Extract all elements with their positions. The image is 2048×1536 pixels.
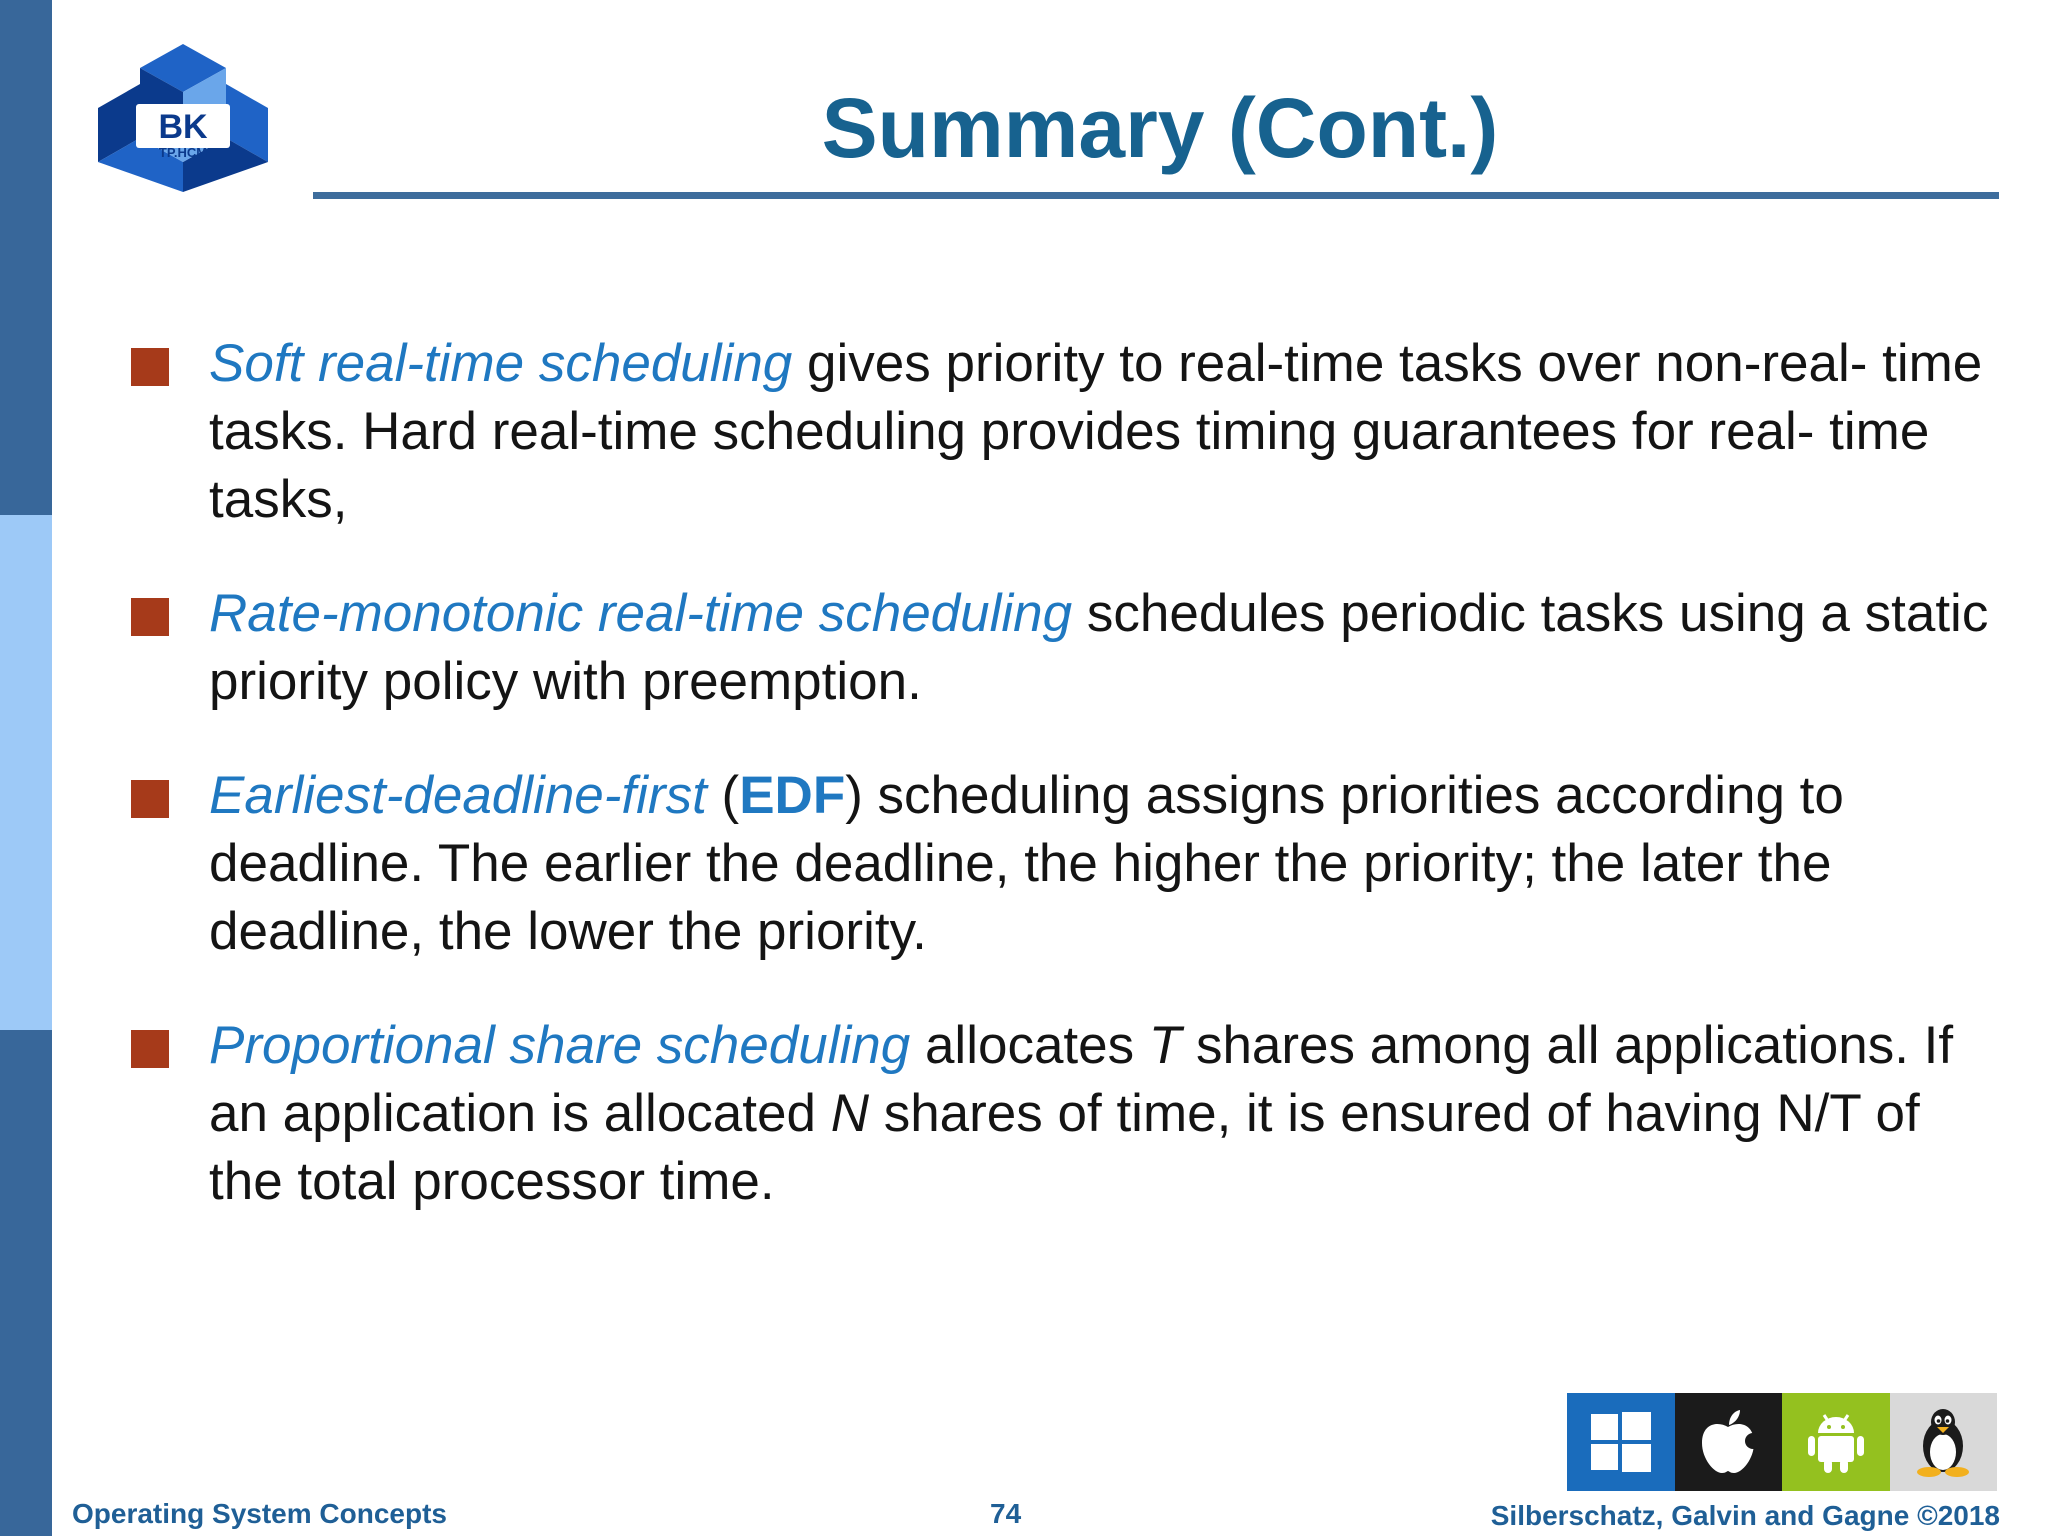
bullet-square-icon — [131, 348, 169, 386]
sidebar-segment-bottom — [0, 1030, 52, 1536]
android-icon — [1782, 1393, 1890, 1491]
bullet-text — [209, 330, 1999, 534]
bullet-pre: ( — [706, 766, 740, 825]
bullet-body-part1: allocates — [910, 1016, 1149, 1075]
bullet-term: Rate-monotonic real-time scheduling — [209, 584, 1073, 643]
bullet-text — [209, 580, 1999, 716]
bullet-text — [209, 1012, 1999, 1216]
bullet-term: Proportional share scheduling — [209, 1016, 911, 1075]
bullet-square-icon — [131, 598, 169, 636]
bullet-body: ) scheduling assigns priorities according to deadline. The earlier the deadline, the higher the priority; the later the deadline, the lower the priority. — [209, 766, 1844, 961]
windows-icon — [1567, 1393, 1675, 1491]
footer-course-title: Operating System Concepts — [72, 1498, 447, 1529]
bullet-body-part2: shares among all applications. If an application is allocated — [209, 1016, 1954, 1143]
bullet-term: Soft real-time scheduling — [209, 334, 793, 393]
bullet-text — [209, 762, 1999, 966]
bk-logo — [96, 42, 270, 194]
bullet-variable-n: N — [830, 1084, 869, 1143]
logo-text-bk: BK — [158, 108, 208, 146]
bullet-body-part3: shares of time, it is ensured of having N/T of the total processor time. — [209, 1084, 1920, 1211]
footer-page-number: 74 — [990, 1498, 1022, 1529]
sidebar-segment-middle — [0, 515, 52, 1030]
apple-icon — [1675, 1393, 1783, 1491]
bullet-term: Earliest-deadline-first — [209, 766, 707, 825]
os-icons-strip — [1567, 1393, 1997, 1491]
bullet-square-icon — [131, 1030, 169, 1068]
logo-text-tphcm: TP.HCM — [158, 145, 208, 160]
slide-title: Summary (Cont.) — [821, 81, 1499, 175]
footer-copyright: Silberschatz, Galvin and Gagne ©2018 — [1490, 1500, 2000, 1531]
bullet-body: schedules periodic tasks using a static priority policy with preemption. — [209, 584, 1989, 711]
bullet-variable-t: T — [1148, 1016, 1182, 1075]
bullet-abbreviation: EDF — [739, 766, 846, 825]
bullet-body: gives priority to real-time tasks over non-real- time tasks. Hard real-time scheduling provides timing guarantees for real- time tasks, — [209, 334, 1983, 529]
sidebar-segment-top — [0, 0, 52, 515]
sidebar-stripe — [0, 0, 52, 1536]
linux-icon — [1890, 1393, 1998, 1491]
title-underline — [313, 192, 1999, 199]
bullet-square-icon — [131, 780, 169, 818]
